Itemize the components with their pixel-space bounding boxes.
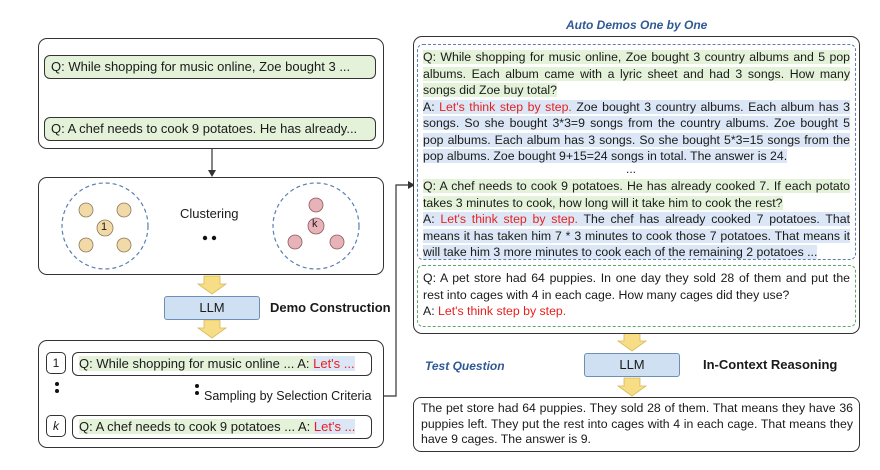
demo-2-answer: The chef has already cooked 7 potatoes. That means it has taken him 7 * 3 minutes to cook those 7 potatoes. That means it will take him 3 more minutes to cook each of the remaining 2 potatoes ... (423, 212, 851, 259)
arrow-down-1 (198, 276, 226, 294)
demo-index-k-text: k (53, 419, 59, 433)
demo-1-answer: Zoe bought 3 country albums. Each album has 3 songs. So she bought 3*3=9 songs from the country albums. Zoe bought 5 pop albums. Each album has 3 songs. So she bought 5*3=15 songs from the pop albums. Zoe bought 9+15=24 songs in total. The answer is 24. (423, 99, 850, 163)
arrow-down-2 (198, 320, 226, 338)
demo-construction-label: Demo Construction (270, 300, 391, 315)
demo-2 (423, 178, 850, 261)
sampling-dots (194, 384, 200, 398)
demo-2-question: Q: A chef needs to cook 9 potatoes. He has already cooked 7. If each potato takes 3 minutes to cook, how long will it take him to cook the rest? (423, 179, 850, 210)
demo-1-answer-prefix: A: (423, 99, 440, 114)
demo-row-k-answer: Let's ... (313, 419, 356, 434)
llm-box-right (584, 353, 680, 377)
arrow-down-4 (618, 378, 646, 396)
question-pool-item-2-text: Q: A chef needs to cook 9 potatoes. He has already... (51, 121, 358, 136)
cluster-k-label: k (312, 218, 318, 230)
cluster-1-label: 1 (101, 221, 108, 233)
test-question-text: Q: A pet store had 64 puppies. In one day they sold 28 of them and put the rest into cages with 4 in each cage. How many cages did they use? (423, 271, 850, 302)
demo-row-1 (72, 352, 372, 376)
question-pool-item-2 (44, 117, 376, 141)
demo-row-1-answer: Let's ... (313, 356, 355, 371)
sampling-label: Sampling by Selection Criteria (204, 389, 372, 403)
llm-box-left (164, 296, 260, 320)
question-pool-item-1 (44, 55, 376, 79)
rows-vertical-dots (54, 382, 60, 396)
arrow-down-3 (618, 333, 646, 351)
demo-1 (423, 49, 850, 165)
test-question (423, 270, 850, 320)
clustering-label: Clustering (180, 206, 239, 221)
demo-index-k (46, 415, 66, 437)
output-text: The pet store had 64 puppies. They sold 28 of them. That means they have 36 puppies left. They put the rest into cages with 4 in each cage. That means they have 9 cages. The answer is 9. (421, 401, 853, 446)
demo-2-answer-prefix: A: (423, 212, 441, 226)
demo-1-cot-trigger: Let's think step by step. (439, 99, 572, 114)
demo-row-k-question: Q: A chef needs to cook 9 potatoes ... A: (79, 419, 314, 434)
test-question-label: Test Question (425, 359, 505, 373)
demo-index-1: 1 (46, 352, 66, 374)
demo-row-k (72, 415, 372, 439)
in-context-reasoning-label: In-Context Reasoning (703, 357, 838, 372)
llm-right-label: LLM (619, 357, 645, 372)
demo-2-cot-trigger: Let's think step by step. (440, 212, 578, 226)
demos-ellipsis: ... (626, 162, 637, 176)
question-pool-item-1-text: Q: While shopping for music online, Zoe bought 3 ... (51, 59, 351, 74)
demo-row-1-question: Q: While shopping for music online ... A: (79, 356, 314, 371)
test-cot-trigger: Let's think step by step. (438, 304, 567, 318)
clustering-panel (38, 177, 384, 275)
demo-1-question: Q: While shopping for music online, Zoe bought 3 country albums and 5 pop albums. Each album came with a lyric sheet and had 3 songs. How many songs did Zoe buy total? (423, 50, 850, 97)
auto-demos-label: Auto Demos One by One (566, 18, 708, 32)
llm-left-label: LLM (199, 300, 225, 315)
test-answer-prefix: A: (423, 304, 439, 318)
